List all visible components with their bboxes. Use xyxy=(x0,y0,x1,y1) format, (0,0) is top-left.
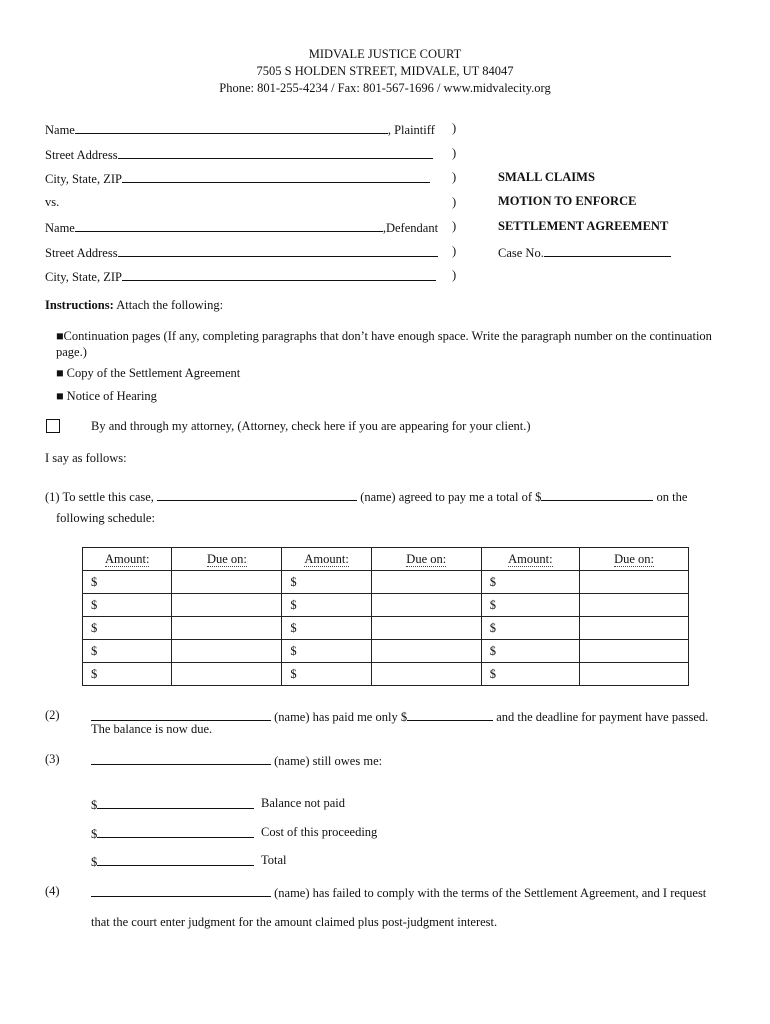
para1-middle: (name) agreed to pay me a total of $ xyxy=(360,490,542,504)
para2-line2: The balance is now due. xyxy=(91,722,213,736)
due-on-cell[interactable] xyxy=(580,571,689,594)
total-row xyxy=(91,853,254,870)
paren: ) xyxy=(452,268,457,282)
due-on-cell[interactable] xyxy=(371,594,481,617)
instruction-item: ■ Notice of Hearing xyxy=(56,389,157,403)
intro-text: I say as follows: xyxy=(45,451,127,465)
balance-row xyxy=(91,796,254,813)
court-contact: Phone: 801-255-4234 / Fax: 801-567-1696 / www.midvalecity.org xyxy=(219,81,551,95)
instruction-item: page.) xyxy=(56,345,87,359)
amount-cell[interactable]: $ xyxy=(83,640,172,663)
header-due-on: Due on: xyxy=(580,548,689,571)
payment-schedule-table xyxy=(82,547,689,686)
para2-text1: (name) has paid me only $ xyxy=(274,710,408,724)
due-on-cell[interactable] xyxy=(580,617,689,640)
paragraph-3 xyxy=(91,752,382,769)
para4-text: (name) has failed to comply with the terms of the Settlement Agreement, and I request xyxy=(274,886,707,900)
due-on-cell[interactable] xyxy=(172,571,282,594)
due-on-cell[interactable] xyxy=(172,663,282,686)
amount-cell[interactable]: $ xyxy=(282,594,371,617)
dollar-sign: $ xyxy=(91,827,98,841)
case-number-label: Case No. xyxy=(498,246,544,260)
amount-cell[interactable]: $ xyxy=(83,594,172,617)
para2-amount-field[interactable] xyxy=(407,708,493,721)
balance-not-paid-field[interactable] xyxy=(97,796,254,809)
instruction-item: ■Continuation pages (If any, completing paragraphs that don’t have enough space. Write the paragraph number on the continuation xyxy=(56,329,712,343)
header-due-on: Due on: xyxy=(371,548,481,571)
cost-row xyxy=(91,825,254,842)
defendant-street-field[interactable] xyxy=(118,244,438,257)
paren: ) xyxy=(452,121,457,135)
amount-cell[interactable]: $ xyxy=(282,571,371,594)
para2-number: (2) xyxy=(45,708,60,722)
plaintiff-city-field[interactable] xyxy=(122,170,430,183)
title-small-claims: SMALL CLAIMS xyxy=(498,170,595,184)
attorney-text: By and through my attorney, (Attorney, check here if you are appearing for your client.) xyxy=(91,419,531,433)
cost-label: Cost of this proceeding xyxy=(261,825,378,839)
due-on-cell[interactable] xyxy=(371,640,481,663)
amount-cell[interactable]: $ xyxy=(83,617,172,640)
title-motion: MOTION TO ENFORCE xyxy=(498,194,637,208)
plaintiff-name-field[interactable] xyxy=(75,121,388,134)
paragraph-1 xyxy=(45,488,687,505)
due-on-cell[interactable] xyxy=(580,663,689,686)
cost-of-proceeding-field[interactable] xyxy=(97,825,254,838)
header-amount: Amount: xyxy=(481,548,579,571)
plaintiff-label: , Plaintiff xyxy=(387,123,435,137)
amount-cell[interactable]: $ xyxy=(481,594,579,617)
instructions xyxy=(45,298,223,313)
paren: ) xyxy=(452,219,457,233)
para4-line2: that the court enter judgment for the amount claimed plus post-judgment interest. xyxy=(91,915,498,929)
instruction-item: ■ Copy of the Settlement Agreement xyxy=(56,366,241,380)
para3-number: (3) xyxy=(45,752,60,766)
amount-cell[interactable]: $ xyxy=(282,663,371,686)
amount-cell[interactable]: $ xyxy=(481,571,579,594)
para4-name-field[interactable] xyxy=(91,884,271,897)
paren: ) xyxy=(452,244,457,258)
amount-cell[interactable]: $ xyxy=(481,663,579,686)
attorney-checkbox[interactable] xyxy=(46,419,60,433)
table-row xyxy=(83,571,689,594)
para1-total-field[interactable] xyxy=(541,488,653,501)
court-name: MIDVALE JUSTICE COURT xyxy=(308,47,462,61)
para1-suffix: on the xyxy=(656,490,688,504)
total-label: Total xyxy=(261,853,287,867)
paren: ) xyxy=(452,170,457,184)
instructions-heading: Instructions: xyxy=(45,298,114,312)
due-on-cell[interactable] xyxy=(371,571,481,594)
amount-cell[interactable]: $ xyxy=(481,640,579,663)
dollar-sign: $ xyxy=(91,798,98,812)
table-row xyxy=(83,640,689,663)
plaintiff-city-row xyxy=(45,170,430,187)
balance-label: Balance not paid xyxy=(261,796,345,810)
paren: ) xyxy=(452,195,457,209)
defendant-city-row xyxy=(45,268,436,285)
defendant-name-field[interactable] xyxy=(75,219,383,232)
amount-cell[interactable]: $ xyxy=(83,571,172,594)
plaintiff-street-field[interactable] xyxy=(118,146,433,159)
city-label: City, State, ZIP xyxy=(45,270,122,284)
street-label: Street Address xyxy=(45,246,118,260)
name-label: Name xyxy=(45,123,75,137)
para3-text: (name) still owes me: xyxy=(274,754,383,768)
vs-label: vs. xyxy=(45,195,60,209)
due-on-cell[interactable] xyxy=(172,617,282,640)
table-header-row xyxy=(83,548,689,571)
name-label: Name xyxy=(45,221,75,235)
street-label: Street Address xyxy=(45,148,118,162)
instructions-text: Attach the following: xyxy=(113,298,224,312)
amount-cell[interactable]: $ xyxy=(481,617,579,640)
paragraph-4 xyxy=(91,884,706,901)
defendant-name-row xyxy=(45,219,438,236)
para1-name-field[interactable] xyxy=(157,488,357,501)
header-amount: Amount: xyxy=(83,548,172,571)
title-settlement: SETTLEMENT AGREEMENT xyxy=(498,219,669,233)
dollar-sign: $ xyxy=(91,855,98,869)
total-field[interactable] xyxy=(97,853,254,866)
table-row xyxy=(83,617,689,640)
case-number-field[interactable] xyxy=(544,244,671,257)
due-on-cell[interactable] xyxy=(172,594,282,617)
para1-line2: following schedule: xyxy=(56,511,155,525)
header-due-on: Due on: xyxy=(172,548,282,571)
due-on-cell[interactable] xyxy=(580,640,689,663)
court-address: 7505 S HOLDEN STREET, MIDVALE, UT 84047 xyxy=(256,64,514,78)
due-on-cell[interactable] xyxy=(371,663,481,686)
para4-number: (4) xyxy=(45,884,60,898)
case-number-row xyxy=(498,244,671,261)
header-amount: Amount: xyxy=(282,548,371,571)
plaintiff-street-row xyxy=(45,146,433,163)
table-row xyxy=(83,663,689,686)
amount-cell[interactable]: $ xyxy=(282,617,371,640)
city-label: City, State, ZIP xyxy=(45,172,122,186)
amount-cell[interactable]: $ xyxy=(282,640,371,663)
defendant-city-field[interactable] xyxy=(122,268,436,281)
due-on-cell[interactable] xyxy=(371,617,481,640)
para2-text2: and the deadline for payment have passed. xyxy=(496,710,709,724)
due-on-cell[interactable] xyxy=(172,640,282,663)
amount-cell[interactable]: $ xyxy=(83,663,172,686)
paren: ) xyxy=(452,146,457,160)
table-row xyxy=(83,594,689,617)
defendant-street-row xyxy=(45,244,438,261)
plaintiff-name-row xyxy=(45,121,435,138)
para3-name-field[interactable] xyxy=(91,752,271,765)
due-on-cell[interactable] xyxy=(580,594,689,617)
para1-prefix: (1) To settle this case, xyxy=(45,490,154,504)
para2-name-field[interactable] xyxy=(91,708,271,721)
defendant-label: ,Defendant xyxy=(382,221,439,235)
